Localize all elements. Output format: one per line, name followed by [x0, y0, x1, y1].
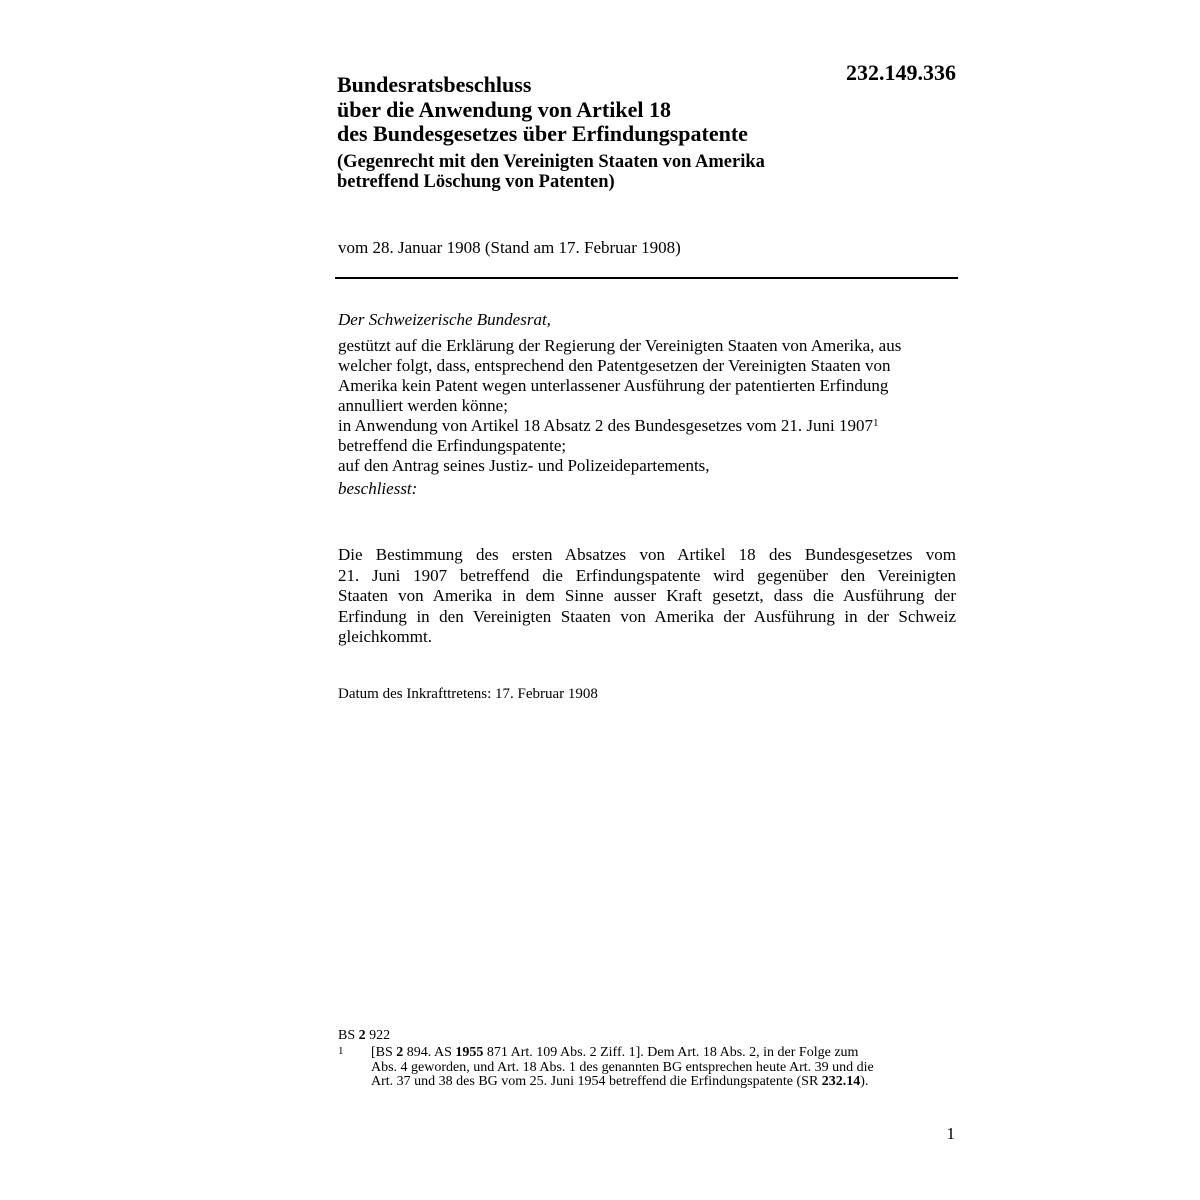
footnote-mark: 1	[338, 1045, 344, 1057]
source-reference	[338, 1027, 958, 1045]
subtitle-line: betreffend Löschung von Patenten)	[337, 172, 615, 192]
article-line: Staaten von Amerika in dem Sinne ausser Kraft gesetzt, dass die Ausführung der	[338, 586, 956, 605]
source-volume: 2	[358, 1028, 366, 1043]
article-line: Die Bestimmung des ersten Absatzes von Artikel 18 des Bundesgesetzes vom	[338, 545, 956, 564]
effective-date: Datum des Inkrafttretens: 17. Februar 1908	[338, 686, 598, 702]
footnote-line	[371, 1046, 958, 1061]
title-line: des Bundesgesetzes über Erfindungspatente	[337, 121, 748, 146]
header-divider	[335, 277, 958, 279]
footnote-bold: 232.14	[821, 1074, 861, 1089]
footnote-text: 894. AS	[403, 1045, 456, 1060]
document-title	[337, 73, 837, 147]
preamble-line-text: in Anwendung von Artikel 18 Absatz 2 des Bundesgesetzes vom 21. Juni 1907	[338, 416, 873, 435]
footnote-line	[371, 1075, 958, 1090]
footnote-1	[338, 1046, 958, 1090]
preamble-line: gestützt auf die Erklärung der Regierung der Vereinigten Staaten von Amerika, aus	[338, 336, 902, 355]
article-line: 21. Juni 1907 betreffend die Erfindungspatente wird gegenüber den Vereinigten	[338, 565, 956, 585]
title-line: Bundesratsbeschluss	[337, 72, 532, 97]
footnote-text: Art. 37 und 38 des BG vom 25. Juni 1954 betreffend die Erfindungspatente (SR	[371, 1074, 822, 1089]
footnote-text: [BS	[371, 1045, 397, 1060]
footnote-area	[338, 1027, 958, 1090]
preamble-line: auf den Antrag seines Justiz- und Polizeidepartements,	[338, 456, 710, 475]
article-line: Erfindung in den Vereinigten Staaten von Amerika der Ausführung in der Schweiz	[338, 606, 956, 626]
sr-number: 232.149.336	[846, 60, 956, 85]
footnote-bold: 1955	[455, 1045, 484, 1060]
preamble	[338, 308, 956, 501]
footnote-text: 871 Art. 109 Abs. 2 Ziff. 1]. Dem Art. 18 Abs. 2, in der Folge zum	[483, 1045, 859, 1060]
page-number: 1	[946, 1124, 955, 1143]
preamble-line: betreffend die Erfindungspatente;	[338, 436, 567, 455]
title-line: über die Anwendung von Artikel 18	[337, 96, 671, 122]
issuing-authority: Der Schweizerische Bundesrat,	[338, 310, 551, 329]
source-prefix: BS	[338, 1028, 359, 1043]
article-line: gleichkommt.	[338, 627, 432, 646]
subtitle-line: (Gegenrecht mit den Vereinigten Staaten von Amerika	[337, 151, 765, 172]
footnote-reference[interactable]: 1	[872, 417, 879, 429]
preamble-line: annulliert werden könne;	[338, 396, 508, 415]
footnote-bold: 2	[396, 1045, 404, 1060]
operative-article	[338, 545, 956, 648]
preamble-line: Amerika kein Patent wegen unterlassener Ausführung der patentierten Erfindung	[338, 376, 889, 395]
title-block	[337, 73, 837, 193]
footnote-text: ).	[860, 1074, 869, 1089]
resolution-phrase: beschliesst:	[338, 479, 418, 498]
source-page: 922	[365, 1028, 391, 1043]
document-subtitle	[337, 152, 837, 193]
preamble-line-with-footnote	[338, 416, 956, 436]
footnote-line: Abs. 4 geworden, und Art. 18 Abs. 1 des genannten BG entsprechen heute Art. 39 und die	[371, 1059, 874, 1075]
preamble-line: welcher folgt, dass, entsprechend den Patentgesetzen der Vereinigten Staaten von	[338, 356, 891, 375]
enactment-date: vom 28. Januar 1908 (Stand am 17. Februar 1908)	[338, 238, 681, 257]
